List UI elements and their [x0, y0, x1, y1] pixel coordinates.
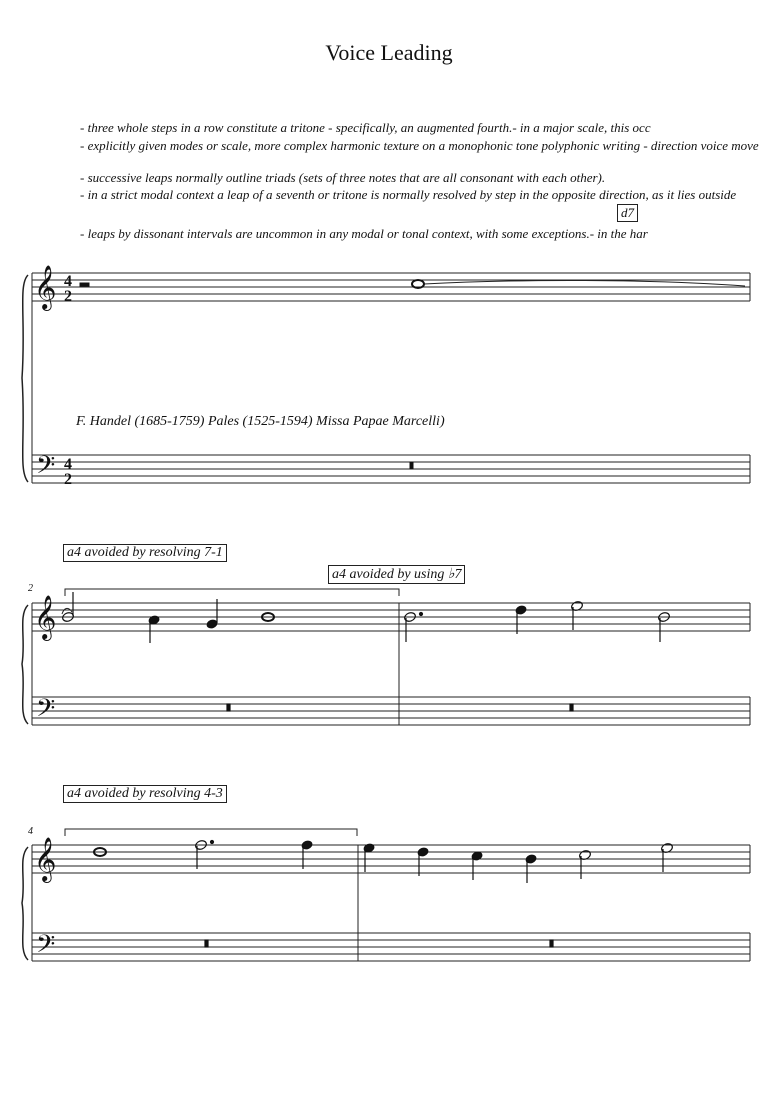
note-line-3: - leaps by dissonant intervals are uncommon in any modal or tonal context, with some exceptions.- in the har	[80, 226, 648, 241]
bass-staff-3	[32, 933, 750, 961]
time-sig-bottom: 2	[64, 471, 72, 488]
system-3	[22, 829, 750, 961]
bass-clef-icon: 𝄢	[36, 694, 56, 729]
annotation-resolve-7-1: a4 avoided by resolving 7-1	[63, 544, 227, 562]
d7-box-label: d7	[617, 204, 638, 222]
annotation-using-b7: a4 avoided by using ♭7	[328, 565, 465, 584]
whole-rest	[410, 462, 413, 469]
note-line-1: - three whole steps in a row constitute a tritone - specifically, an augmented fourth.- in a major scale, this occ	[80, 120, 651, 135]
treble-clef-icon: 𝄞	[34, 837, 57, 881]
system-1	[22, 273, 750, 483]
source-attribution: F. Handel (1685-1759) Pales (1525-1594) Missa Papae Marcelli)	[76, 414, 445, 429]
bass-staff-1	[32, 455, 750, 483]
page-title: Voice Leading	[325, 40, 453, 65]
bass-clef-icon: 𝄢	[36, 930, 56, 965]
time-sig-top: 4	[64, 273, 72, 290]
note-line-overlap-1: - explicitly given modes or scale, more complex harmonic texture on a monophonic tone polyphonic writing - direction voice move	[80, 138, 759, 153]
bass-staff-2	[32, 697, 750, 725]
measure-number-4: 4	[28, 826, 33, 837]
treble-clef-icon: 𝄞	[34, 265, 57, 309]
treble-clef-icon: 𝄞	[34, 595, 57, 639]
measure-number-2: 2	[28, 583, 33, 594]
system-2	[22, 589, 750, 725]
time-sig-top: 4	[64, 456, 72, 473]
time-sig-bottom: 2	[64, 288, 72, 305]
treble-staff-3	[32, 845, 750, 873]
treble-staff-2	[32, 603, 750, 631]
note-line-2: - successive leaps normally outline triads (sets of three notes that are all consonant with each other).	[80, 170, 606, 185]
half-rest	[80, 283, 89, 286]
note-line-overlap-2: - in a strict modal context a leap of a seventh or tritone is normally resolved by step in the opposite direction, as it lies outside	[80, 187, 737, 202]
annotation-resolve-4-3: a4 avoided by resolving 4-3	[63, 785, 227, 803]
treble-staff-1	[32, 273, 750, 301]
bass-clef-icon: 𝄢	[36, 451, 56, 486]
